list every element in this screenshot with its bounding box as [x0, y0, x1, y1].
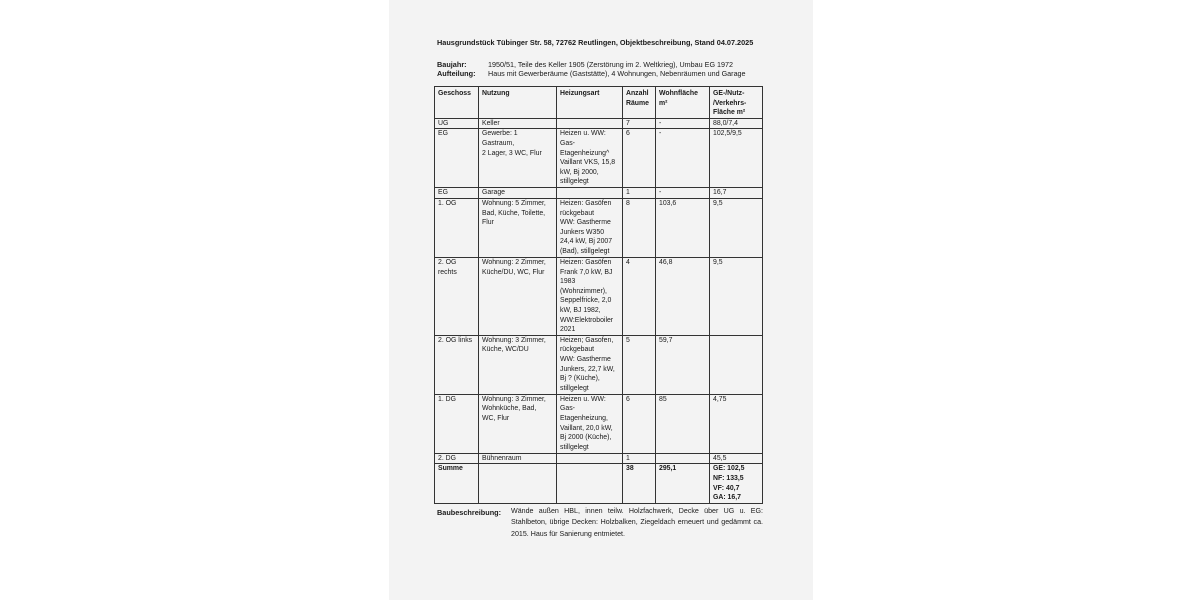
- cell-heizungsart: [557, 453, 623, 464]
- cell-flaeche: [710, 335, 763, 394]
- table-row: [435, 394, 763, 453]
- cell-heizungsart: Heizen; Gasofen, rückgebaut WW: Gastherme Junkers, 22,7 kW, Bj ? (Küche), stillgelegt: [557, 335, 623, 394]
- table-row: [435, 257, 763, 335]
- header-nutzung: Nutzung: [479, 87, 557, 119]
- cell-nutzung: Wohnung: 3 Zimmer, Küche, WC/DU: [479, 335, 557, 394]
- cell-flaeche: 9,5: [710, 257, 763, 335]
- cell-nutzung: Wohnung: 2 Zimmer, Küche/DU, WC, Flur: [479, 257, 557, 335]
- cell-nutzung: Wohnung: 3 Zimmer, Wohnküche, Bad, WC, Flur: [479, 394, 557, 453]
- table-row: [435, 188, 763, 199]
- cell-raeume: 1: [623, 188, 656, 199]
- cell-geschoss: 2. DG: [435, 453, 479, 464]
- cell-raeume: 6: [623, 129, 656, 188]
- cell-geschoss: 2. OG rechts: [435, 257, 479, 335]
- cell-wohnflaeche: 85: [656, 394, 710, 453]
- cell-raeume: 4: [623, 257, 656, 335]
- sum-flaechen: GE: 102,5 NF: 133,5 VF: 40,7 GA: 16,7: [710, 464, 763, 504]
- table-row: [435, 129, 763, 188]
- cell-nutzung: Keller: [479, 118, 557, 129]
- sum-raeume: 38: [623, 464, 656, 504]
- cell-raeume: 1: [623, 453, 656, 464]
- header-wohnflaeche: Wohnfläche m²: [656, 87, 710, 119]
- cell-heizungsart: [557, 118, 623, 129]
- baujahr-value: 1950/51, Teile des Keller 1905 (Zerstörung im 2. Weltkrieg), Umbau EG 1972: [488, 60, 734, 69]
- cell-heizungsart: Heizen u. WW: Gas- Etagenheizung^ Vaillant VKS, 15,8 kW, Bj 2000, stillgelegt: [557, 129, 623, 188]
- cell-geschoss: EG: [435, 129, 479, 188]
- cell-heizungsart: Heizen: Gasöfen rückgebaut WW: Gastherme Junkers W350 24,4 kW, Bj 2007 (Bad), stillgelegt: [557, 198, 623, 257]
- cell-wohnflaeche: [656, 453, 710, 464]
- header-heizungsart: Heizungsart: [557, 87, 623, 119]
- cell-wohnflaeche: -: [656, 129, 710, 188]
- cell-heizungsart: [557, 188, 623, 199]
- sum-row: [435, 464, 763, 504]
- baubeschreibung-text: Wände außen HBL, innen teilw. Holzfachwerk, Decke über UG u. EG: Stahlbeton, übrige Decken: Holzbalken, Ziegeldach erneuert und gedämmt ca. 2015. Haus für Sanierung entmietet.: [511, 507, 763, 538]
- cell-geschoss: 1. DG: [435, 394, 479, 453]
- floor-table: [434, 86, 763, 504]
- cell-wohnflaeche: -: [656, 188, 710, 199]
- baubeschreibung-label: Baubeschreibung:: [437, 508, 502, 517]
- cell-raeume: 6: [623, 394, 656, 453]
- aufteilung-value: Haus mit Gewerberäume (Gaststätte), 4 Wohnungen, Nebenräumen und Garage: [488, 69, 746, 78]
- cell-geschoss: 2. OG links: [435, 335, 479, 394]
- table-row: [435, 118, 763, 129]
- baujahr-label: Baujahr:: [437, 60, 467, 69]
- cell-nutzung: Gewerbe: 1 Gastraum, 2 Lager, 3 WC, Flur: [479, 129, 557, 188]
- table-header-row: [435, 87, 763, 119]
- cell-nutzung: Garage: [479, 188, 557, 199]
- cell-flaeche: 4,75: [710, 394, 763, 453]
- aufteilung-label: Aufteilung:: [437, 69, 476, 78]
- table-row: [435, 453, 763, 464]
- cell-heizungsart: Heizen u. WW: Gas- Etagenheizung, Vaillant, 20,0 kW, Bj 2000 (Küche), stillgelegt: [557, 394, 623, 453]
- cell-wohnflaeche: 103,6: [656, 198, 710, 257]
- cell-wohnflaeche: 59,7: [656, 335, 710, 394]
- cell-wohnflaeche: 46,8: [656, 257, 710, 335]
- header-anzahl-raeume: Anzahl Räume: [623, 87, 656, 119]
- cell-raeume: 8: [623, 198, 656, 257]
- cell-nutzung: Bühnenraum: [479, 453, 557, 464]
- cell-geschoss: UG: [435, 118, 479, 129]
- sum-label: Summe: [435, 464, 479, 504]
- cell-flaeche: 9,5: [710, 198, 763, 257]
- cell-geschoss: 1. OG: [435, 198, 479, 257]
- sum-nutzung: [479, 464, 557, 504]
- cell-flaeche: 88,0/7,4: [710, 118, 763, 129]
- sum-wohnflaeche: 295,1: [656, 464, 710, 504]
- document-title: Hausgrundstück Tübinger Str. 58, 72762 Reutlingen, Objektbeschreibung, Stand 04.07.2025: [437, 38, 754, 47]
- header-geschoss: Geschoss: [435, 87, 479, 119]
- header-nutzflaeche: GE-/Nutz- /Verkehrs- Fläche m²: [710, 87, 763, 119]
- table-row: [435, 335, 763, 394]
- cell-wohnflaeche: -: [656, 118, 710, 129]
- cell-raeume: 5: [623, 335, 656, 394]
- cell-flaeche: 102,5/9,5: [710, 129, 763, 188]
- table-row: [435, 198, 763, 257]
- cell-flaeche: 16,7: [710, 188, 763, 199]
- cell-raeume: 7: [623, 118, 656, 129]
- cell-flaeche: 45,5: [710, 453, 763, 464]
- cell-heizungsart: Heizen: Gasöfen Frank 7,0 kW, BJ 1983 (Wohnzimmer), Seppelfricke, 2,0 kW, BJ 1982, WW:Elektroboiler 2021: [557, 257, 623, 335]
- cell-nutzung: Wohnung: 5 Zimmer, Bad, Küche, Toilette, Flur: [479, 198, 557, 257]
- cell-geschoss: EG: [435, 188, 479, 199]
- sum-heizungsart: [557, 464, 623, 504]
